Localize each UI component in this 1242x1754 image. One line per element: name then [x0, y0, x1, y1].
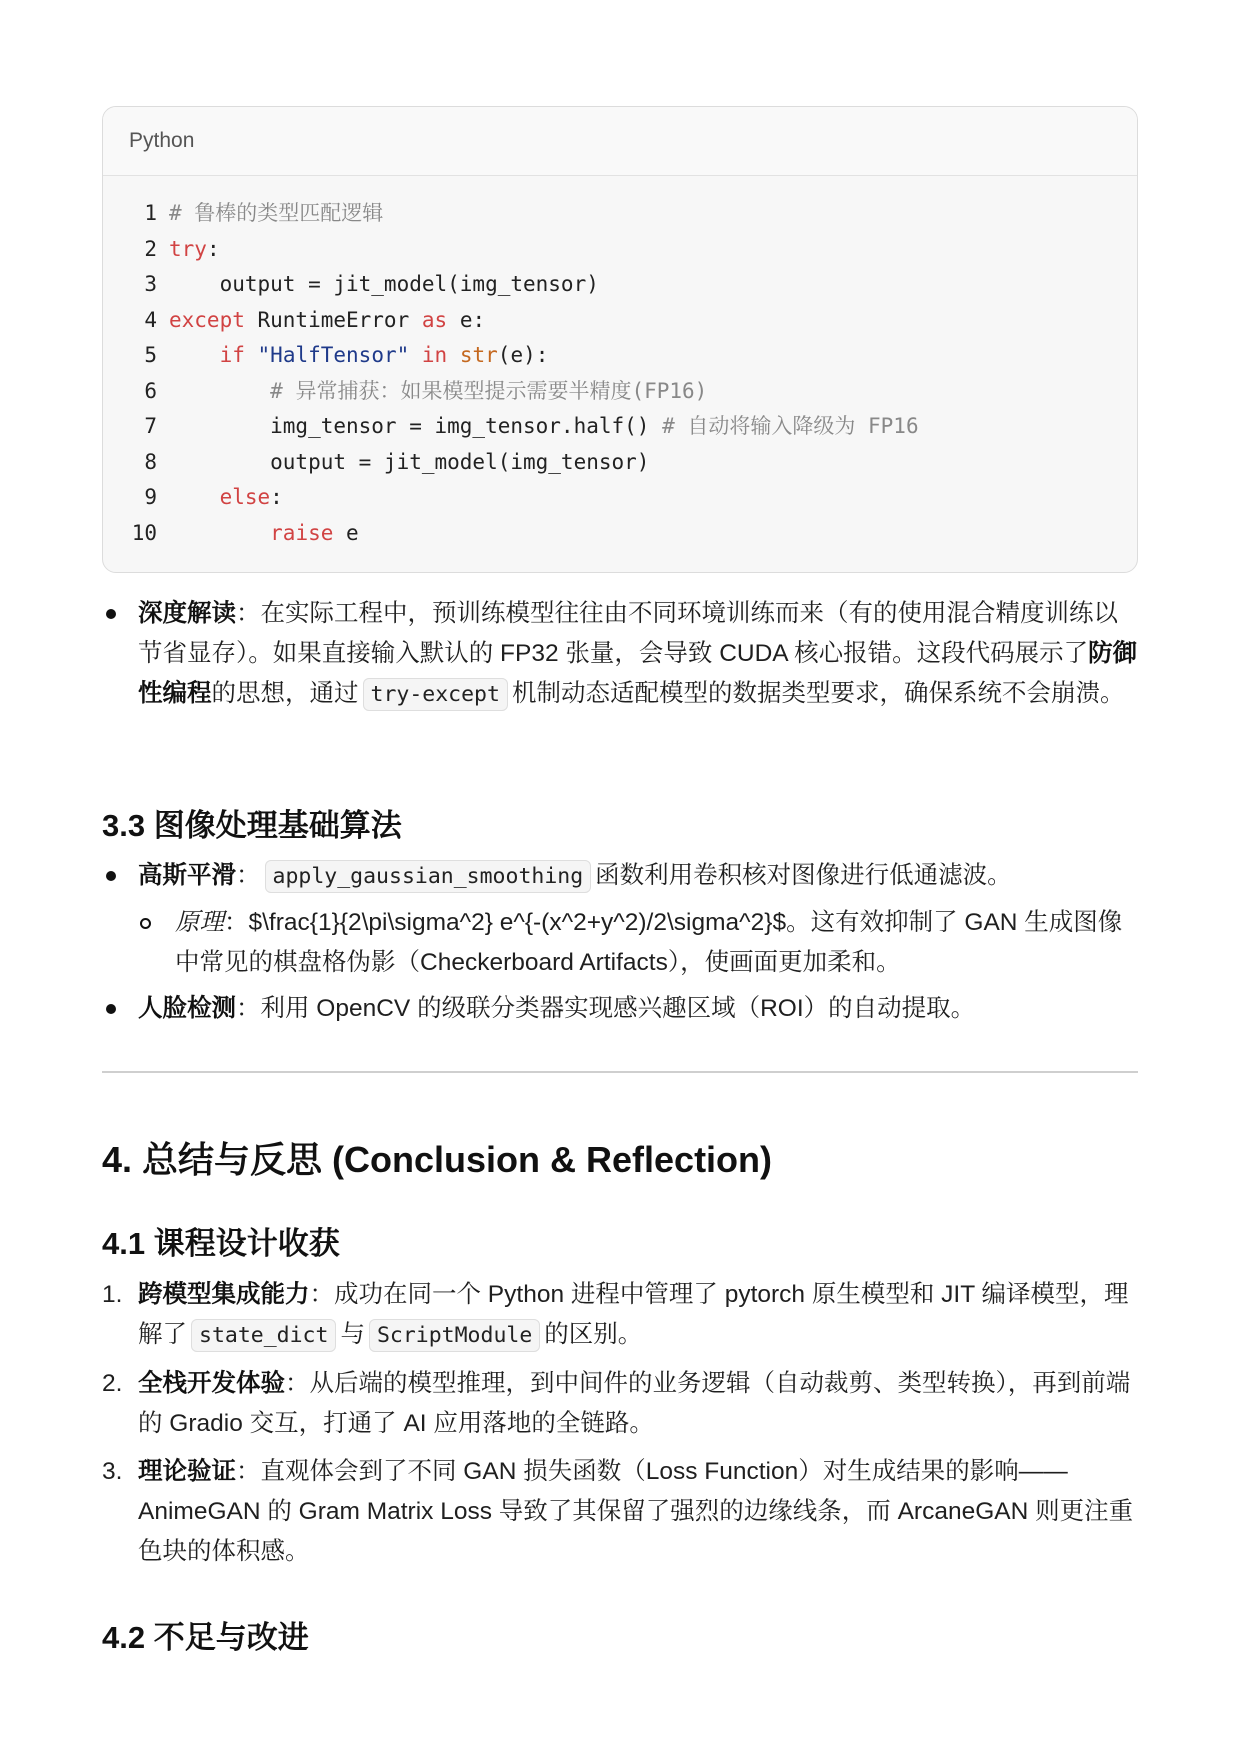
line-number: 6 — [144, 378, 157, 403]
code-block — [102, 106, 1138, 573]
bullet-icon — [106, 1004, 116, 1014]
code-text — [169, 409, 919, 445]
code-token: RuntimeError — [244, 307, 422, 332]
list-number: 3. — [102, 1458, 123, 1485]
code-token — [169, 343, 220, 367]
code-token — [169, 379, 270, 403]
code-text — [169, 516, 359, 552]
inline-code: apply_gaussian_smoothing — [265, 860, 592, 893]
code-line — [103, 338, 1137, 374]
code-text — [169, 338, 548, 374]
code-token: "HalfTensor" — [257, 343, 410, 367]
code-line — [103, 409, 1137, 445]
list-item — [102, 1275, 1138, 1356]
line-number: 5 — [144, 343, 157, 367]
section-divider — [102, 1071, 1138, 1073]
code-text — [169, 232, 220, 268]
bullet-icon — [106, 871, 116, 881]
inline-code: state_dict — [191, 1319, 336, 1352]
analysis-text-1: ：在实际工程中，预训练模型往往由不同环境训练而来（有的使用混合精度训练以节省显存）。如果直接输入默认的 FP32 张量，会导致 CUDA 核心报错。这段代码展示了 — [138, 600, 1118, 667]
line-number: 2 — [144, 236, 157, 261]
code-line — [103, 232, 1137, 268]
section-heading-4: 4. 总结与反思 (Conclusion & Reflection) — [102, 1139, 773, 1180]
line-number: 10 — [131, 520, 157, 545]
section-heading-3-3: 3.3 图像处理基础算法 — [102, 808, 402, 843]
line-number: 9 — [144, 485, 157, 509]
code-token: # 鲁棒的类型匹配逻辑 — [169, 201, 384, 225]
code-text — [169, 374, 707, 410]
code-token: str — [459, 343, 498, 367]
code-line — [103, 374, 1137, 410]
code-token — [169, 521, 270, 545]
item-text-mid: 与 — [340, 1321, 365, 1348]
principle-text: ：$\frac{1}{2\pi\sigma^2} e^{-(x^2+y^2)/2\sigma^2}$。这有效抑制了 GAN 生成图像中常见的棋盘格伪影（Checkerboard Artifacts），使画面更加柔和。 — [175, 909, 1123, 976]
code-token — [245, 343, 258, 367]
code-text — [169, 445, 649, 481]
code-token: raise — [270, 520, 334, 545]
face-label: 人脸检测 — [138, 995, 236, 1022]
code-text — [169, 480, 283, 516]
item-label: 全栈开发体验 — [138, 1370, 285, 1397]
bullet-icon — [106, 609, 116, 619]
code-token: try — [169, 236, 207, 261]
circle-bullet-icon — [140, 918, 151, 929]
code-token: # 自动将输入降级为 FP16 — [662, 414, 919, 438]
analysis-label: 深度解读 — [138, 600, 236, 627]
list-item — [102, 1452, 1138, 1572]
item-label: 理论验证 — [138, 1458, 236, 1485]
gaussian-colon: ： — [236, 862, 261, 889]
code-token: else — [219, 485, 271, 509]
inline-code: ScriptModule — [369, 1319, 540, 1352]
code-text — [169, 303, 485, 339]
list-number: 1. — [102, 1281, 123, 1308]
code-token — [169, 485, 220, 509]
code-token: img_tensor = img_tensor.half() — [169, 414, 663, 438]
code-language-label: Python — [103, 107, 1137, 176]
gaussian-text: 函数利用卷积核对图像进行低通滤波。 — [595, 862, 1012, 889]
code-token: e: — [447, 307, 486, 332]
line-number: 8 — [144, 449, 157, 474]
analysis-text-3: 机制动态适配模型的数据类型要求，确保系统不会崩溃。 — [511, 680, 1125, 707]
code-token: : — [206, 236, 220, 261]
list-number: 2. — [102, 1370, 123, 1397]
list-item — [102, 1364, 1138, 1444]
line-number: 3 — [144, 272, 157, 296]
item-label: 跨模型集成能力 — [138, 1281, 310, 1308]
analysis-bold-term: 防御性编程 — [138, 640, 1138, 707]
section-4-1-list — [102, 1275, 1138, 1572]
inline-code: try-except — [363, 678, 508, 711]
code-token: if — [219, 343, 245, 367]
analysis-paragraph — [102, 594, 1138, 715]
code-text — [169, 196, 383, 232]
code-line — [103, 480, 1137, 516]
code-token: (e): — [497, 343, 549, 367]
section-heading-4-2: 4.2 不足与改进 — [102, 1620, 309, 1655]
code-token — [409, 343, 422, 367]
code-token: as — [421, 307, 448, 332]
item-text: ：直观体会到了不同 GAN 损失函数（Loss Function）对生成结果的影响——AnimeGAN 的 Gram Matrix Loss 导致了其保留了强烈的边缘线条，而 ArcaneGAN 则更注重色块的体积感。 — [138, 1458, 1134, 1565]
principle-label: 原理 — [175, 909, 224, 936]
code-text — [169, 267, 599, 303]
item-text: ：成功在同一个 Python 进程中管理了 pytorch 原生模型和 JIT 编译模型，理解了 — [138, 1281, 1129, 1348]
sub-list-item — [102, 903, 1138, 983]
list-item — [102, 594, 1138, 715]
list-item — [102, 856, 1138, 897]
code-line — [103, 303, 1137, 339]
code-token: output = jit_model(img_tensor) — [169, 449, 650, 474]
code-line — [103, 516, 1137, 552]
item-text: ：从后端的模型推理，到中间件的业务逻辑（自动裁剪、类型转换），再到前端的 Gradio 交互，打通了 AI 应用落地的全链路。 — [138, 1370, 1131, 1437]
item-text-end: 的区别。 — [544, 1321, 643, 1348]
list-item — [102, 989, 1138, 1029]
code-body — [103, 176, 1137, 551]
face-text: ：利用 OpenCV 的级联分类器实现感兴趣区域（ROI）的自动提取。 — [236, 995, 976, 1022]
line-number: 7 — [144, 414, 157, 438]
code-token: except — [169, 307, 245, 332]
code-line — [103, 267, 1137, 303]
code-token: : — [270, 485, 283, 509]
line-number: 1 — [144, 201, 157, 225]
analysis-text-2: 的思想，通过 — [211, 680, 359, 707]
code-token — [447, 343, 460, 367]
line-number: 4 — [144, 307, 157, 332]
code-token: # 异常捕获：如果模型提示需要半精度(FP16) — [270, 378, 708, 403]
code-line — [103, 196, 1137, 232]
section-heading-4-1: 4.1 课程设计收获 — [102, 1226, 340, 1261]
code-line — [103, 445, 1137, 481]
section-3-3-list — [102, 856, 1138, 1029]
code-token: in — [421, 343, 448, 367]
code-token: output = jit_model(img_tensor) — [169, 272, 599, 296]
code-token: e — [333, 520, 359, 545]
gaussian-label: 高斯平滑 — [138, 862, 236, 889]
